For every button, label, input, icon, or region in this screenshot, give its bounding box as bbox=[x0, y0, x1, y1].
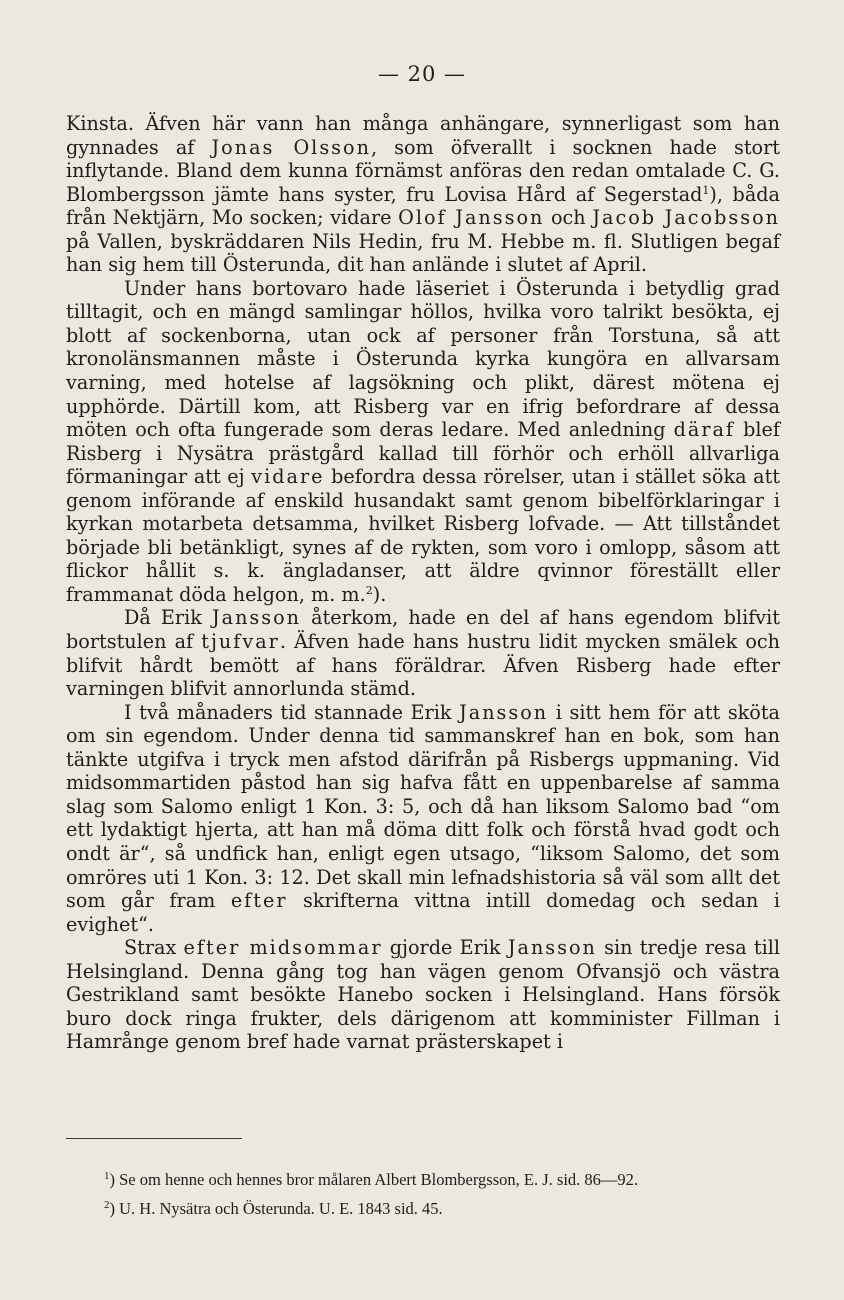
footnote-ref: 1 bbox=[702, 183, 710, 197]
text-run: i sitt hem för att sköta om sin egendom. Under denna tid sammanskref han en bok, som han tänkte utgifva i tryck men afstod därifrån på Risbergs uppmaning. Vid midsommartiden påstod han sig hafva fått en uppenbarelse af samma slag som Salomo enligt 1 Kon. 3: 5, och då han liksom Salomo bad “om ett lydaktigt hjerta, att han må döma ditt folk och förstå hvad godt och ondt är“, så undfick han, enligt egen utsago, “liksom Salomo, det som omröres uti 1 Kon. 3: 12. Det skall min lefnadshistoria så väl som allt det som går fram bbox=[66, 700, 780, 913]
paragraph bbox=[66, 936, 780, 1054]
text-run: , som öfverallt i socknen hade stort inflytande. Bland dem kunna förnämst anföras den redan omtalade C. G. Blombergsson jämte hans syster, fru Lovisa Hård af Segerstad bbox=[66, 135, 780, 206]
paragraph bbox=[66, 701, 780, 936]
spaced-text: efter bbox=[230, 889, 288, 913]
spaced-text: Jansson bbox=[459, 700, 549, 724]
text-run: ), båda från Nektjärn, Mo socken; vidare bbox=[66, 182, 780, 230]
text-run: återkom, hade en del af hans egendom blifvit bortstulen af bbox=[66, 606, 780, 654]
footnote-ref: 2 bbox=[365, 583, 373, 597]
text-run: Kinsta. Äfven här vann han många anhängare, synnerligast som han gynnades af bbox=[66, 112, 780, 159]
footnote bbox=[66, 1199, 780, 1220]
paragraph bbox=[66, 277, 780, 607]
footnote-text: ) U. H. Nysätra och Österunda. U. E. 1843 sid. 45. bbox=[109, 1198, 443, 1218]
footnote-mark: 1 bbox=[104, 1170, 110, 1182]
spaced-text: Jacob Jacobsson bbox=[592, 206, 780, 230]
text-run: på Vallen, byskräddaren Nils Hedin, fru M. Hebbe m. fl. Slutligen begaf han sig hem till Österunda, dit han anlände i slutet af April. bbox=[66, 229, 780, 277]
spaced-text: tjufvar bbox=[201, 630, 280, 654]
body-text bbox=[66, 112, 780, 1054]
text-run: ). bbox=[372, 582, 387, 606]
spaced-text: Jansson bbox=[211, 606, 302, 630]
footnote-divider bbox=[66, 1138, 242, 1139]
paragraph bbox=[66, 606, 780, 700]
text-run: sin tredje resa till Helsingland. Denna gång tog han vägen genom Ofvansjö och västra Gestrikland samt besökte Hanebo socken i Helsingland. Hans försök buro dock ringa frukter, dels därigenom att komminister Fillman i Hamrånge genom bref hade varnat prästerskapet i bbox=[66, 936, 781, 1054]
footnote bbox=[66, 1170, 780, 1191]
text-run: befordra dessa rörelser, utan i stället söka att genom införande af enskild husandakt samt genom bibelförklaringar i kyrkan motarbeta detsamma, hvilket Risberg lofvade. — Att tillståndet började bli betänkligt, synes af de rykten, som voro i omlopp, såsom att flickor hållit s. k. ängladanser, att äldre qvinnor föreställt eller frammanat döda helgon, m. m. bbox=[66, 465, 781, 606]
text-run: Då Erik bbox=[124, 606, 212, 630]
page-number: — 20 — bbox=[377, 62, 467, 86]
text-run: blef Risberg i Nysätra prästgård kallad till förhör och erhöll allvarliga förmaningar att ej bbox=[66, 418, 780, 489]
text-run: och bbox=[544, 206, 593, 230]
spaced-text: Jonas Olsson bbox=[211, 135, 371, 159]
text-run: gjorde Erik bbox=[382, 936, 508, 960]
footnote-text: ) Se om henne och hennes bror målaren Albert Blombergsson, E. J. sid. 86—92. bbox=[109, 1170, 639, 1189]
footnote-mark: 2 bbox=[104, 1198, 110, 1211]
footnotes bbox=[66, 1170, 780, 1227]
spaced-text: Olof Jansson bbox=[398, 206, 545, 230]
text-run: . Äfven hade hans hustru lidit mycken smälek och blifvit hårdt bemött af hans föräldrar. Äfven Risberg hade efter varningen blifvit annorlunda stämd. bbox=[66, 630, 780, 701]
text-run: Strax bbox=[124, 936, 184, 960]
spaced-text: efter midsommar bbox=[183, 936, 383, 960]
text-run: skrifterna vittna intill domedag och sedan i evighet“. bbox=[66, 889, 780, 936]
text-run: I två månaders tid stannade Erik bbox=[124, 700, 460, 724]
spaced-text: vidare bbox=[251, 465, 325, 489]
text-run: Under hans bortovaro hade läseriet i Österunda i betydlig grad tilltagit, och en mängd samlingar höllos, hvilka voro talrikt besökta, ej blott af sockenborna, utan ock af personer från Torstuna, så att kronolänsmannen måste i Österunda kyrka kungöra en allvarsam varning, med hotelse af lagsökning och plikt, därest mötena ej upphörde. Därtill kom, att Risberg var en ifrig befordrare af dessa möten och ofta fungerade som deras ledare. Med anledning bbox=[66, 276, 780, 442]
spaced-text: däraf bbox=[673, 418, 736, 442]
spaced-text: Jansson bbox=[507, 936, 597, 960]
paragraph bbox=[66, 112, 780, 277]
